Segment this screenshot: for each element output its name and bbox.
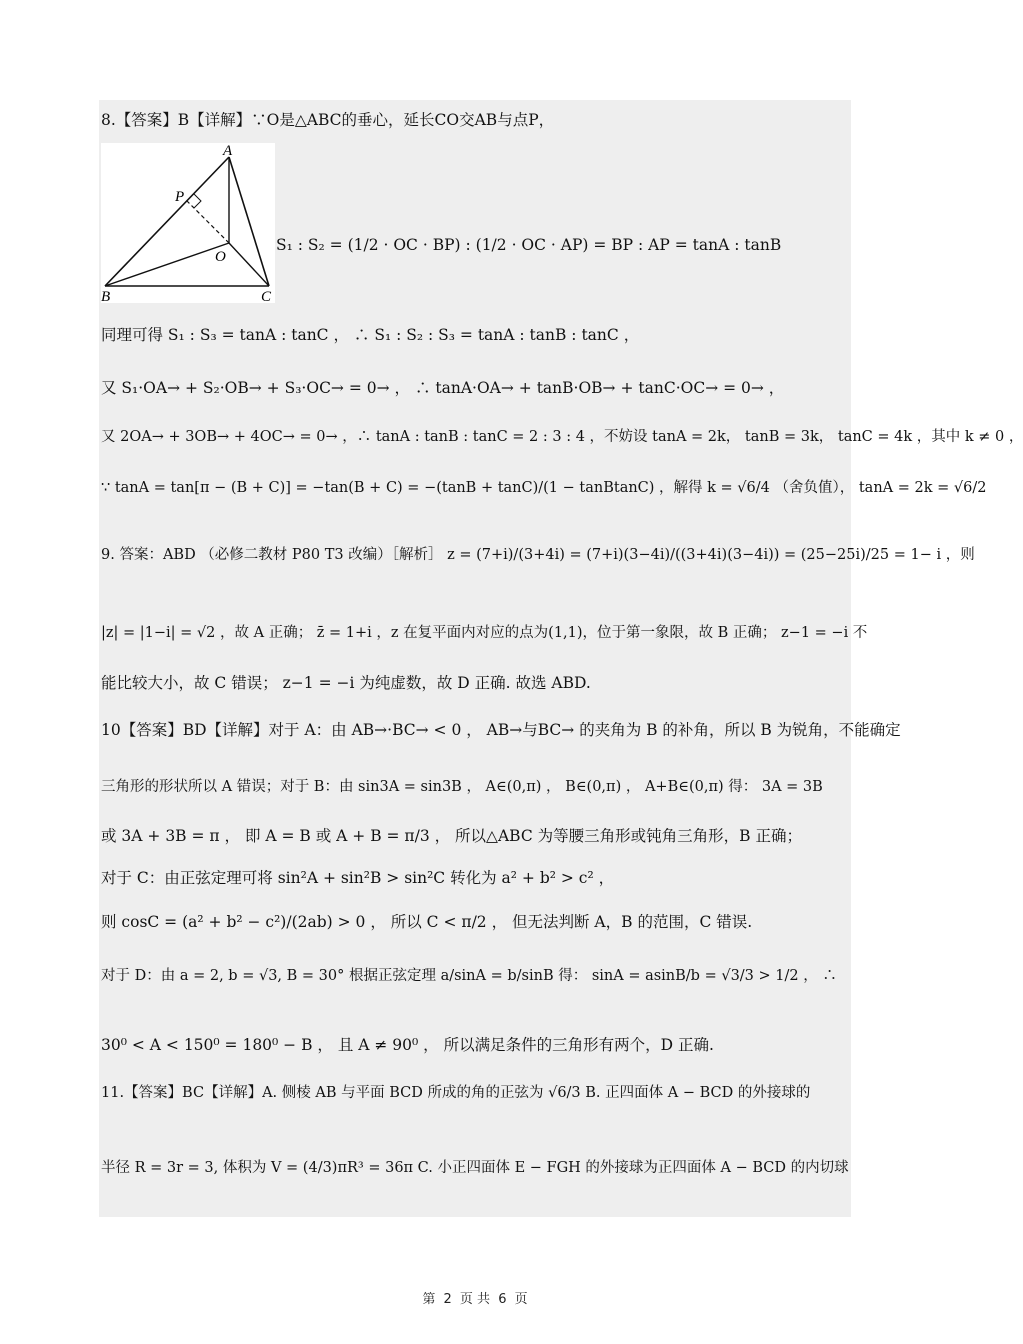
footer-middle: 页 共 [459, 1292, 491, 1307]
label-a: A [223, 143, 233, 159]
edge-ac [229, 157, 269, 286]
edge-ab [105, 157, 229, 286]
footer-prefix: 第 [422, 1292, 436, 1307]
line-q9-answer: 9. 答案：ABD （必修二教材 P80 T3 改编）［解析］ z = (7+i)/(3+4i) = (7+i)(3−4i)/((3+4i)(3−4i)) = (25−25i)/25 = 1− i ，则 [101, 547, 975, 563]
line-q10-c: 对于 C：由正弦定理可将 sin²A + sin²B > sin²C 转化为 a² + b² > c² ， [101, 869, 615, 887]
line-q8-ratio: 又 2OA→ + 3OB→ + 4OC→ = 0→ ，∴ tanA : tanB : tanC = 2 : 3 : 4 ，不妨设 tanA = 2k， tanB = 3k， tanC = 4k ，其中 k ≠ 0 ， [101, 429, 1023, 445]
footer-total-pages: 6 [498, 1292, 507, 1307]
line-q10-a: 10【答案】BD【详解】对于 A：由 AB→·BC→ < 0 ， AB→与BC→ 的夹角为 B 的补角，所以 B 为锐角，不能确定 [101, 721, 901, 739]
line-q11-a: 11.【答案】BC【详解】A. 侧棱 AB 与平面 BCD 所成的角的正弦为 √6/3 B. 正四面体 A − BCD 的外接球的 [101, 1085, 811, 1101]
line-q8-area-ratio: S₁ : S₂ = (1/2 · OC · BP) : (1/2 · OC · AP) = BP : AP = tanA : tanB [276, 236, 782, 254]
line-q11-c: 半径 R = 3r = 3, 体积为 V = (4/3)πR³ = 36π C. 小正四面体 E − FGH 的外接球为正四面体 A − BCD 的内切球 [101, 1160, 849, 1176]
label-b: B [101, 289, 111, 305]
line-q10-c-cont: 则 cosC = (a² + b² − c²)/(2ab) > 0 ， 所以 C < π/2 ， 但无法判断 A，B 的范围，C 错误. [101, 913, 753, 931]
triangle-figure [101, 143, 275, 303]
label-c: C [261, 289, 272, 305]
line-q8-intro: 8.【答案】B【详解】∵O是△ABC的垂心，延长CO交AB与点P， [101, 111, 555, 129]
segment-op-dashed [187, 201, 229, 243]
label-p: P [175, 189, 185, 205]
footer-page-number: 2 [443, 1292, 452, 1307]
line-q10-d: 对于 D：由 a = 2, b = √3, B = 30° 根据正弦定理 a/sinA = b/sinB 得： sinA = asinB/b = √3/3 > 1/2 ， ∴ [101, 968, 837, 984]
footer-suffix: 页 [514, 1292, 528, 1307]
line-q8-vector-sum: 又 S₁·OA→ + S₂·OB→ + S₃·OC→ = 0→ ， ∴ tanA·OA→ + tanB·OB→ + tanC·OC→ = 0→ ， [101, 379, 785, 397]
line-q10-d-cont: 30⁰ < A < 150⁰ = 180⁰ − B ， 且 A ≠ 90⁰ ， 所以满足条件的三角形有两个，D 正确. [101, 1036, 714, 1054]
right-angle-mark [194, 194, 201, 208]
line-q9-conclusion: 能比较大小，故 C 错误； z−1 = −i 为纯虚数，故 D 正确. 故选 ABD. [101, 674, 591, 692]
line-q9-modulus: |z| = |1−i| = √2 ，故 A 正确； z̄ = 1+i ，z 在复平面内对应的点为(1,1)，位于第一象限，故 B 正确； z−1 = −i 不 [101, 625, 868, 641]
orthocenter-diagram [101, 143, 275, 303]
line-q8-similar: 同理可得 S₁ : S₃ = tanA : tanC ， ∴ S₁ : S₂ : S₃ = tanA : tanB : tanC ， [101, 326, 640, 344]
segment-bo [105, 243, 229, 286]
line-q10-b: 三角形的形状所以 A 错误；对于 B：由 sin3A = sin3B ， A∈(0,π) ， B∈(0,π) ， A+B∈(0,π) 得： 3A = 3B [101, 779, 823, 795]
line-q8-solve: ∵ tanA = tan[π − (B + C)] = −tan(B + C) = −(tanB + tanC)/(1 − tanBtanC) ，解得 k = √6/4 （舍负值）， tanA = 2k = √6/2 [101, 480, 987, 496]
page-footer [0, 1288, 950, 1307]
label-o: O [215, 249, 226, 265]
line-q10-b-cont: 或 3A + 3B = π ， 即 A = B 或 A + B = π/3 ， 所以△ABC 为等腰三角形或钝角三角形，B 正确； [101, 827, 802, 845]
